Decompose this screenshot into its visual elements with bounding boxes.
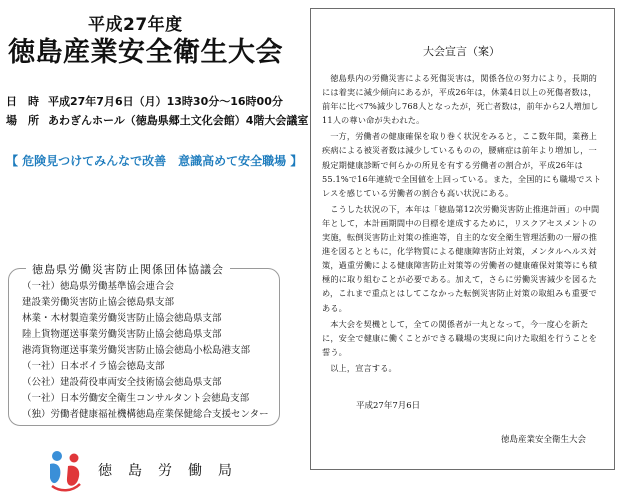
- place-label: 場 所: [6, 114, 39, 127]
- event-main-title: 徳島産業安全衛生大会: [8, 37, 283, 68]
- declaration-paragraph: 一方，労働者の健康確保を取り巻く状況をみると，ここ数年間，業務上疾病による被災者数は減少しているものの，腰痛症は前年より増加し，一般定期健康診断で何らかの所見を有する労働者の割合が，平成26年は55.1%で16年連続で全国値を上回っている。また，全国的にも職場でストレスを感じている労働者の割合も高い状況にある。: [322, 131, 602, 198]
- tokushima-labour-bureau-logo-icon: [46, 448, 86, 492]
- declaration-signature: 徳島産業安全衛生大会: [501, 435, 587, 445]
- association-member: 港湾貨物運送事業労働災害防止協会徳島小松島港支部: [22, 345, 251, 356]
- event-date-row: [6, 95, 283, 109]
- declaration-date: 平成27年7月6日: [356, 401, 421, 411]
- event-place-row: [6, 114, 308, 128]
- association-title: 徳島県労働災害防止関係団体協議会: [26, 261, 230, 277]
- association-member: （一社）徳島県労働基準協会連合会: [22, 281, 175, 292]
- association-member: （一社）日本労働安全衛生コンサルタント会徳島支部: [22, 393, 250, 404]
- place-value: あわぎんホール（徳島県郷土文化会館）4階大会議室: [48, 114, 309, 127]
- bureau-name: 徳島労働局: [98, 463, 248, 479]
- declaration-title: 大会宣言（案）: [423, 45, 500, 58]
- declaration-paragraph: 徳島県内の労働災害による死傷災害は，関係各位の努力により，長期的には着実に減少傾向にあるが，平成26年は，休業4日以上の死傷者数は，前年に比べ7%減少し768人となったが，死亡者数は，前年から2人増加し11人の尊い命が失われた。: [322, 73, 599, 126]
- association-member: 陸上貨物運送事業労働災害防止協会徳島県支部: [22, 329, 222, 340]
- event-year-title: 平成27年度: [88, 15, 183, 35]
- declaration-paragraph: こうした状況の下，本年は「徳島第12次労働災害防止推進計画」の中間年として，本計画期間中の目標を達成するために，リスクアセスメントの実施，転倒災害防止対策の推進等，自主的な安全衛生管理活動の一層の推進を図るとともに，化学物質による健康障害防止対策，メンタルヘルス対策，過重労働による健康障害防止対策等の労働者の健康確保対策等にも積極的に取り組むことが必要である。加えて，さらに労働災害減少を図るため，これまで重点とはしてこなかった転倒災害防止対策の取組みも重要である。: [322, 203, 600, 313]
- footer-organization: [46, 448, 286, 492]
- association-member: （一社）日本ボイラ協会徳島支部: [22, 361, 165, 372]
- date-value: 平成27年7月6日（月）13時30分～16時00分: [48, 95, 283, 108]
- association-member: 建設業労働災害防止協会徳島県支部: [22, 297, 175, 308]
- declaration-paragraph: 本大会を契機として，全ての関係者が一丸となって，今一度心を新たに，安全で健康に働くことができる職場の実現に向けた取組を行うことを誓う。: [322, 318, 598, 357]
- association-member: （公社）建設荷役車両安全技術協会徳島県支部: [22, 377, 222, 388]
- declaration-body: [322, 71, 604, 375]
- date-label: 日 時: [6, 95, 39, 108]
- association-member: 林業・木材製造業労働災害防止協会徳島県支部: [22, 313, 222, 324]
- association-member: （独）労働者健康福祉機構徳島産業保健総合支援センター: [22, 409, 269, 420]
- declaration-panel: [310, 8, 615, 470]
- declaration-closing: 以上，宣言する。: [330, 362, 397, 373]
- event-info-panel: [0, 0, 309, 500]
- event-slogan: 【 危険見つけてみんなで改善 意識高めて安全職場 】: [6, 154, 303, 168]
